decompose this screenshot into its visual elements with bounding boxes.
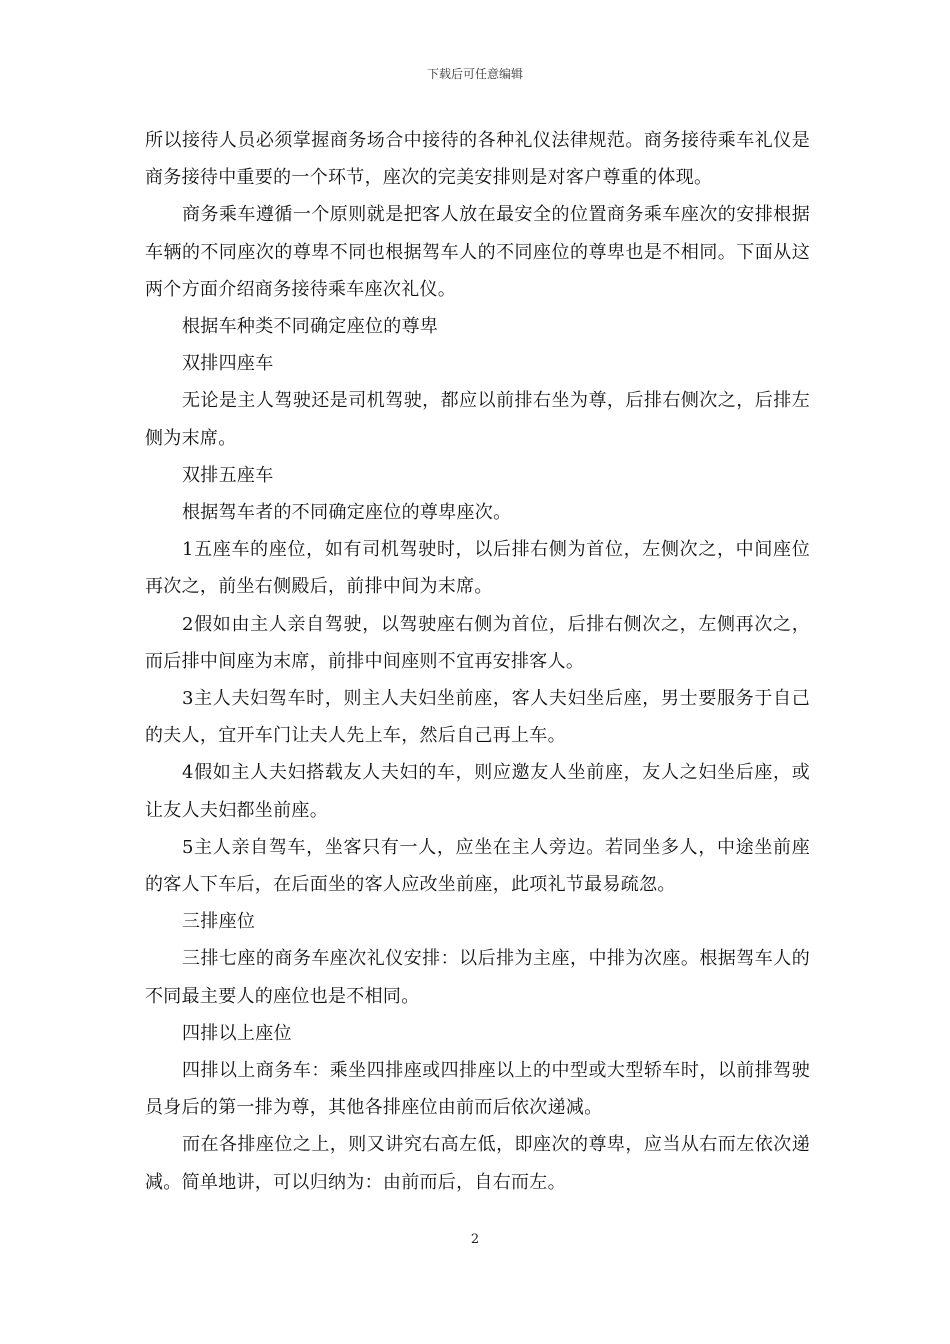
paragraph-summary: 而在各排座位之上，则又讲究右高左低，即座次的尊卑，应当从右而左依次递减。简单地讲，可以归纳为：由前而后，自右而左。 bbox=[145, 1134, 810, 1193]
page-number: 2 bbox=[470, 1232, 480, 1247]
paragraph-five-seat-intro: 根据驾车者的不同确定座位的尊卑座次。 bbox=[182, 502, 512, 524]
subheading-three-row: 三排座位 bbox=[182, 911, 256, 933]
section-heading-car-type: 根据车种类不同确定座位的尊卑 bbox=[182, 316, 439, 338]
page-header: 下载后可任意编辑 bbox=[426, 67, 523, 81]
subheading-four-row-plus: 四排以上座位 bbox=[182, 1022, 292, 1044]
subheading-two-row-four-seat: 双排四座车 bbox=[182, 353, 274, 375]
paragraph-1: 所以接待人员必须掌握商务场合中接待的各种礼仪法律规范。商务接待乘车礼仪是商务接待中重要的一个环节，座次的完美安排则是对客户尊重的体现。 bbox=[145, 130, 810, 189]
list-item-2: 2假如由主人亲自驾驶，以驾驶座右侧为首位，后排右侧次之，左侧再次之，而后排中间座为末席，前排中间座则不宜再安排客人。 bbox=[145, 613, 810, 672]
document-body bbox=[145, 122, 810, 1201]
list-item-3: 3主人夫妇驾车时，则主人夫妇坐前座，客人夫妇坐后座，男士要服务于自己的夫人，宜开车门让夫人先上车，然后自己再上车。 bbox=[145, 688, 810, 747]
subheading-two-row-five-seat: 双排五座车 bbox=[182, 464, 274, 486]
paragraph-four-row-rule: 四排以上商务车：乘坐四排座或四排座以上的中型或大型轿车时，以前排驾驶员身后的第一排为尊，其他各排座位由前而后依次递减。 bbox=[145, 1060, 810, 1119]
list-item-4: 4假如主人夫妇搭载友人夫妇的车，则应邀友人坐前座，友人之妇坐后座，或让友人夫妇都坐前座。 bbox=[145, 762, 810, 821]
paragraph-four-seat-rule: 无论是主人驾驶还是司机驾驶，都应以前排右坐为尊，后排右侧次之，后排左侧为末席。 bbox=[145, 390, 810, 449]
paragraph-2: 商务乘车遵循一个原则就是把客人放在最安全的位置商务乘车座次的安排根据车辆的不同座次的尊卑不同也根据驾车人的不同座位的尊卑也是不相同。下面从这两个方面介绍商务接待乘车座次礼仪。 bbox=[145, 204, 810, 300]
list-item-1: 1五座车的座位，如有司机驾驶时，以后排右侧为首位，左侧次之，中间座位再次之，前坐右侧殿后，前排中间为末席。 bbox=[145, 539, 810, 598]
list-item-5: 5主人亲自驾车，坐客只有一人，应坐在主人旁边。若同坐多人，中途坐前座的客人下车后，在后面坐的客人应改坐前座，此项礼节最易疏忽。 bbox=[145, 836, 810, 896]
paragraph-three-row-rule: 三排七座的商务车座次礼仪安排：以后排为主座，中排为次座。根据驾车人的不同最主要人的座位也是不相同。 bbox=[145, 948, 810, 1007]
